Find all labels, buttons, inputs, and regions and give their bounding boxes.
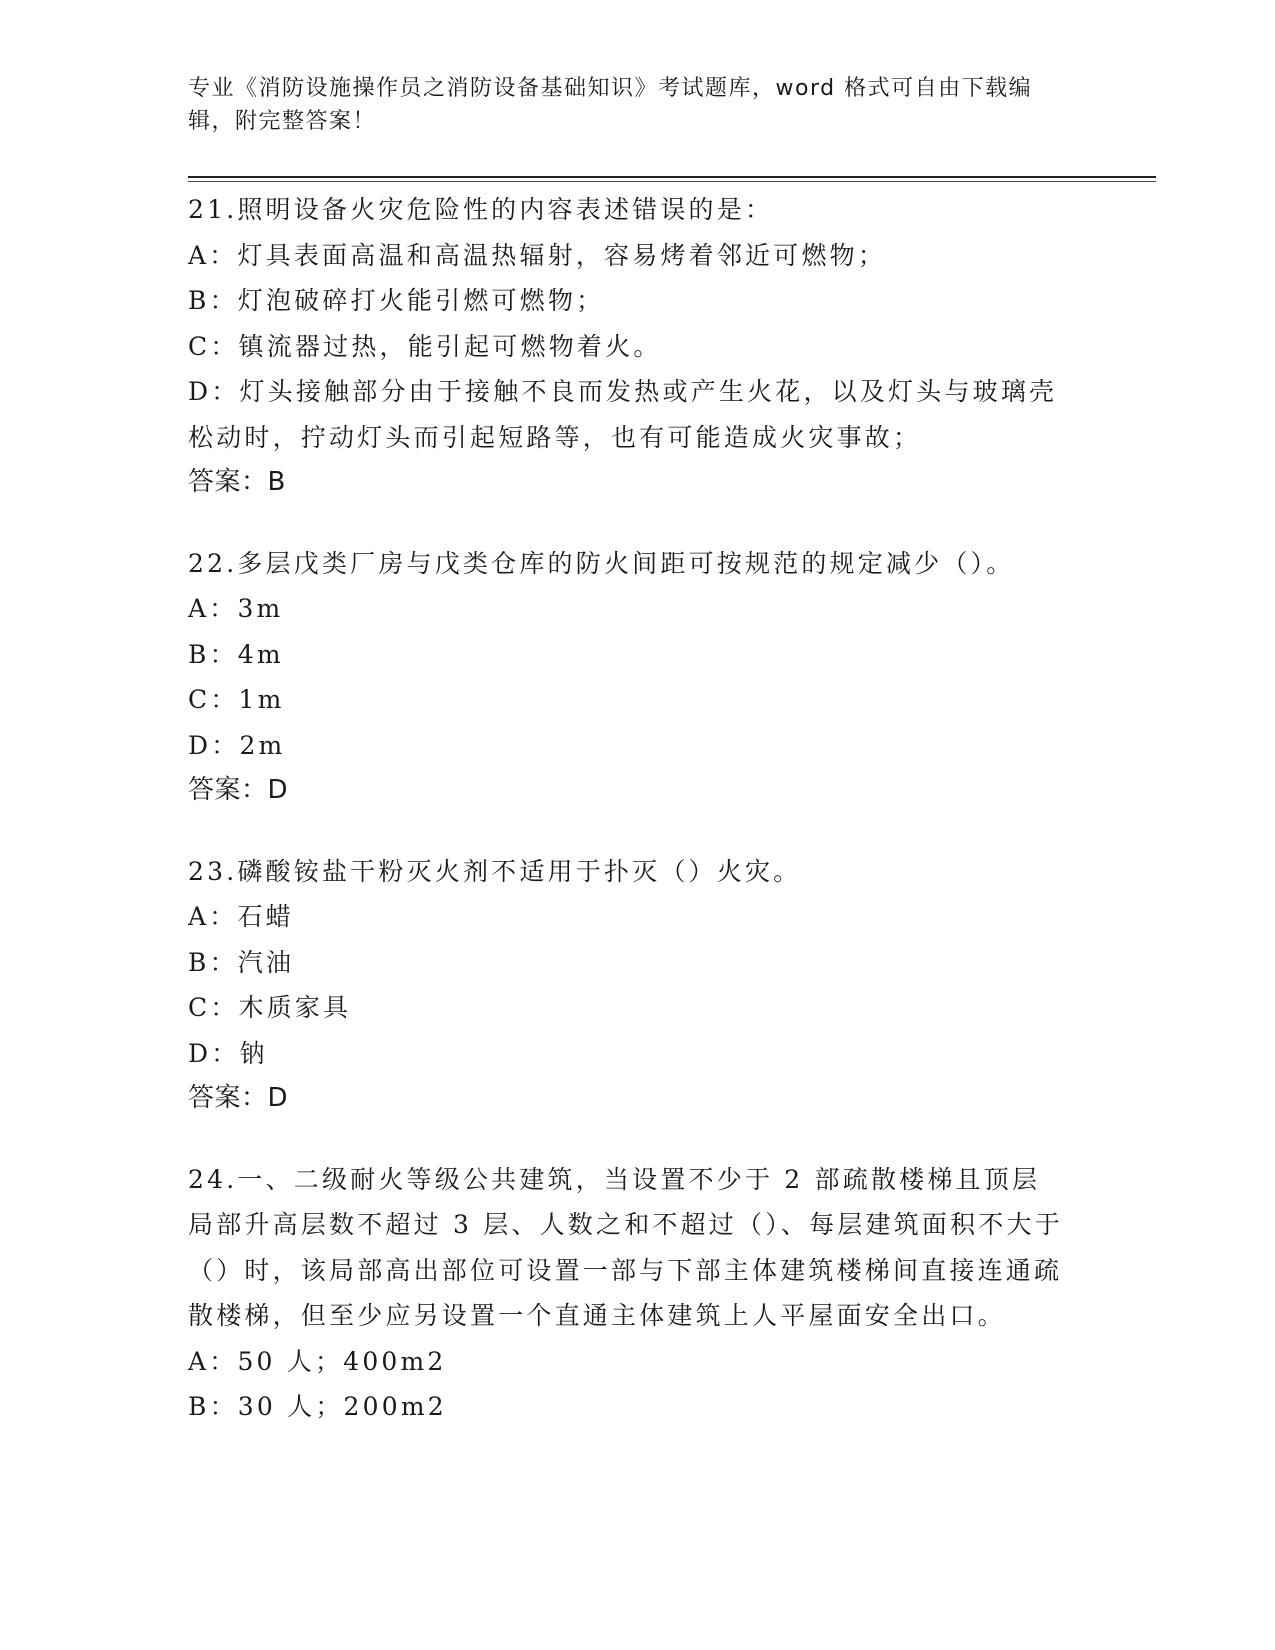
question-23 xyxy=(188,849,1068,1122)
option-d: D：2m xyxy=(188,730,286,760)
question-24 xyxy=(188,1157,1068,1430)
question-stem: 24.一、二级耐火等级公共建筑，当设置不少于 2 部疏散楼梯且顶层局部升高层数不超过 3 层、人数之和不超过（）、每层建筑面积不大于（）时，该局部高出部位可设置一部与下部主体建筑楼梯间直接连通疏散楼梯，但至少应另设置一个直通主体建筑上人平屋面安全出口。 xyxy=(188,1164,1063,1330)
answer-label: 答案：B xyxy=(188,467,286,497)
question-21 xyxy=(188,187,1068,506)
option-b: B：4m xyxy=(188,639,284,669)
question-stem: 23.磷酸铵盐干粉灭火剂不适用于扑灭（）火灾。 xyxy=(188,856,802,886)
option-a: A：3m xyxy=(188,594,284,623)
option-d: D：灯头接触部分由于接触不良而发热或产生火花，以及灯头与玻璃壳松动时，拧动灯头而引起短路等，也有可能造成火灾事故； xyxy=(188,377,1058,452)
option-d: D：钠 xyxy=(188,1038,268,1068)
document-header: 专业《消防设施操作员之消防设备基础知识》考试题库，word 格式可自由下载编辑，附完整答案！ xyxy=(188,76,1033,134)
option-c: C：1m xyxy=(188,685,285,714)
question-22 xyxy=(188,541,1068,814)
option-c: C：镇流器过热，能引起可燃物着火。 xyxy=(188,331,662,361)
header-divider-thin xyxy=(188,181,1156,182)
option-b: B：30 人；200m2 xyxy=(188,1392,447,1421)
header-divider-thick xyxy=(188,176,1156,178)
option-b: B：汽油 xyxy=(188,947,295,977)
question-stem: 21.照明设备火灾危险性的内容表述错误的是： xyxy=(188,195,774,224)
question-stem: 22.多层戊类厂房与戊类仓库的防火间距可按规范的规定减少（）。 xyxy=(188,548,1015,578)
option-b: B：灯泡破碎打火能引燃可燃物； xyxy=(188,286,605,315)
option-a: A：灯具表面高温和高温热辐射，容易烤着邻近可燃物； xyxy=(188,240,887,270)
option-a: A：石蜡 xyxy=(188,902,294,931)
question-list xyxy=(188,187,1068,1465)
answer-label: 答案：D xyxy=(188,1083,289,1113)
option-c: C：木质家具 xyxy=(188,993,352,1022)
answer-label: 答案：D xyxy=(188,775,289,805)
option-a: A：50 人；400m2 xyxy=(188,1346,447,1376)
